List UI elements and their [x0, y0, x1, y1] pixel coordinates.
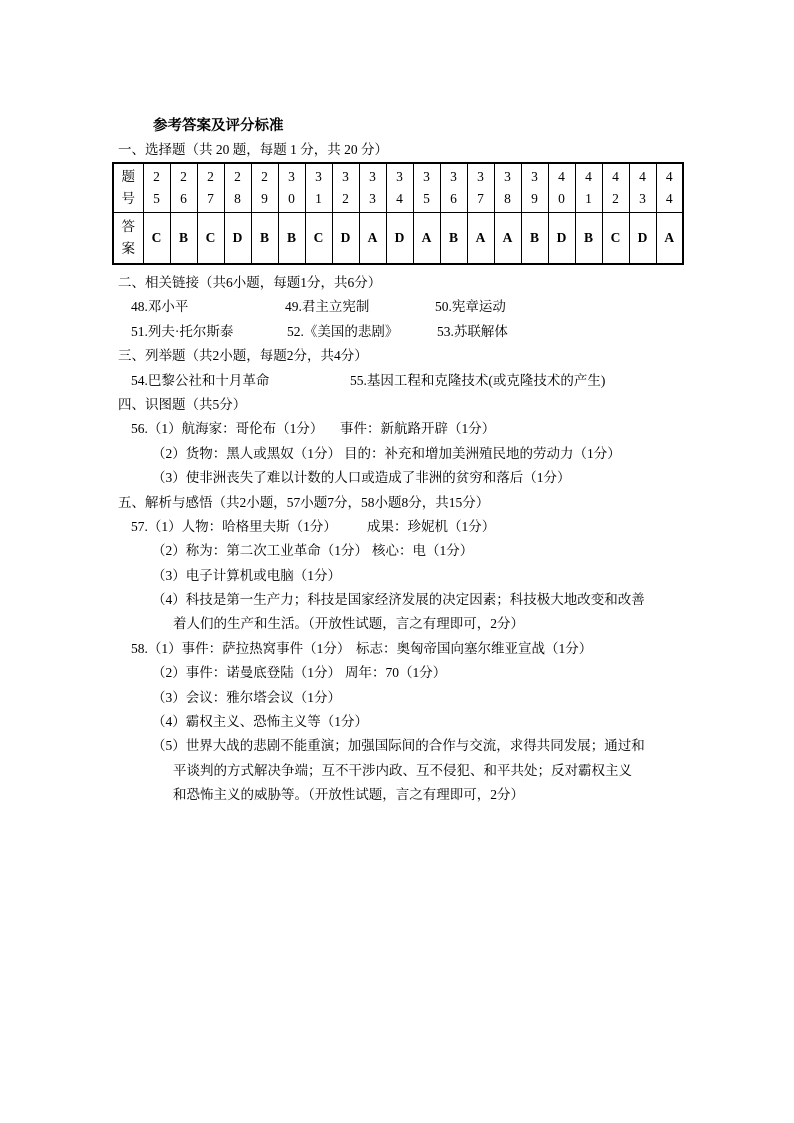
answer-cell: D	[332, 213, 359, 265]
answer-cell: B	[170, 213, 197, 265]
item-50: 50.宪章运动	[435, 299, 506, 315]
q58-line-5	[0, 734, 794, 758]
q57-part-1: 57.（1）人物：哈格里夫斯（1分）	[131, 518, 337, 534]
q58-part-5-cont-2: 和恐怖主义的威胁等。（开放性试题，言之有理即可，2分）	[173, 787, 524, 803]
q57-line-1	[0, 515, 794, 539]
section-3-row	[0, 369, 794, 393]
answer-cell: D	[629, 213, 656, 265]
q56-part-2b: 目的：补充和增加美洲殖民地的劳动力（1分）	[344, 445, 621, 461]
answer-cell: C	[143, 213, 170, 265]
item-48: 48.邓小平	[131, 299, 189, 315]
page-title: 参考答案及评分标准	[153, 118, 284, 134]
answer-cell: C	[197, 213, 224, 265]
question-number-row	[113, 163, 683, 213]
item-52: 52.《美国的悲剧》	[287, 323, 399, 339]
q57-part-3: （3）电子计算机或电脑（1分）	[152, 567, 341, 583]
q58-line-2	[0, 661, 794, 685]
answer-row	[113, 213, 683, 265]
answer-cell: D	[548, 213, 575, 265]
question-number-cell: 37	[467, 163, 494, 213]
question-number-cell: 34	[386, 163, 413, 213]
section-4-heading: 四、识图题（共5分）	[118, 396, 247, 412]
q58-line-1	[0, 637, 794, 661]
q58-line-4	[0, 710, 794, 734]
answer-cell: A	[656, 213, 683, 265]
question-number-cell: 29	[251, 163, 278, 213]
question-number-cell: 43	[629, 163, 656, 213]
answer-cell: B	[251, 213, 278, 265]
answer-cell: B	[440, 213, 467, 265]
answer-row-label: 答案	[121, 219, 135, 256]
answer-cell: B	[575, 213, 602, 265]
q58-line-3	[0, 686, 794, 710]
answer-cell: C	[602, 213, 629, 265]
question-number-cell: 32	[332, 163, 359, 213]
answer-table	[112, 162, 684, 265]
q57-part-4: （4）科技是第一生产力；科技是国家经济发展的决定因素；科技极大地改变和改善	[152, 592, 645, 608]
answer-cell: A	[359, 213, 386, 265]
question-number-cell: 26	[170, 163, 197, 213]
question-number-cell: 31	[305, 163, 332, 213]
question-number-cell: 36	[440, 163, 467, 213]
q56-line-3	[0, 466, 794, 490]
q58-part-2b: 周年：70（1分）	[345, 665, 447, 681]
answer-cell: C	[305, 213, 332, 265]
item-54: 54.巴黎公社和十月革命	[131, 372, 270, 388]
answer-cell: A	[413, 213, 440, 265]
section-3-heading-line	[0, 344, 794, 368]
q56-line-2	[0, 442, 794, 466]
question-row-header	[113, 163, 143, 213]
question-number-cell: 40	[548, 163, 575, 213]
q57-line-2	[0, 539, 794, 563]
q58-part-3: （3）会议：雅尔塔会议（1分）	[152, 689, 341, 705]
question-number-cell: 38	[494, 163, 521, 213]
q58-part-1: 58.（1）事件：萨拉热窝事件（1分）	[131, 640, 351, 656]
section-4-heading-line	[0, 393, 794, 417]
q58-line-5-cont-1	[0, 759, 794, 783]
question-number-cell: 28	[224, 163, 251, 213]
answer-cell: D	[224, 213, 251, 265]
q57-line-4-cont	[0, 612, 794, 636]
q56-line-1	[0, 417, 794, 441]
answer-body	[0, 271, 794, 808]
question-number-cell: 35	[413, 163, 440, 213]
q57-part-2: （2）称为：第二次工业革命（1分）	[152, 543, 368, 559]
q58-part-2: （2）事件：诺曼底登陆（1分）	[152, 665, 341, 681]
q56-part-3: （3）使非洲丧失了难以计数的人口或造成了非洲的贫穷和落后（1分）	[152, 470, 571, 486]
answer-cell: A	[494, 213, 521, 265]
q58-line-5-cont-2	[0, 783, 794, 807]
section-2-row-1	[0, 295, 794, 319]
item-55: 55.基因工程和克隆技术(或克隆技术的产生)	[350, 372, 606, 388]
answer-cell: D	[386, 213, 413, 265]
q57-part-4-cont: 着人们的生产和生活。（开放性试题，言之有理即可，2分）	[173, 616, 524, 632]
section-3-heading: 三、列举题（共2小题，每题2分，共4分）	[118, 348, 368, 364]
answer-cell: A	[467, 213, 494, 265]
section-1-heading: 一、选择题（共 20 题，每题 1 分，共 20 分）	[118, 142, 388, 157]
q58-part-1b: 标志：奥匈帝国向塞尔维亚宣战（1分）	[356, 640, 593, 656]
q58-part-5-cont-1: 平谈判的方式解决争端；互不干涉内政、互不侵犯、和平共处；反对霸权主义	[173, 762, 632, 778]
answer-row-header	[113, 213, 143, 265]
question-number-cell: 44	[656, 163, 683, 213]
section-2-row-2	[0, 320, 794, 344]
question-number-cell: 30	[278, 163, 305, 213]
section-2-heading-line	[0, 271, 794, 295]
q57-part-1b: 成果：珍妮机（1分）	[367, 518, 496, 534]
answer-cell: B	[278, 213, 305, 265]
q56-part-1: 56.（1）航海家：哥伦布（1分）	[131, 421, 324, 437]
question-row-label: 题号	[121, 169, 135, 206]
section-5-heading: 五、解析与感悟（共2小题，57小题7分，58小题8分，共15分）	[118, 494, 490, 510]
section-2-heading: 二、相关链接（共6小题，每题1分，共6分）	[118, 275, 382, 290]
question-number-cell: 41	[575, 163, 602, 213]
q58-part-4: （4）霸权主义、恐怖主义等（1分）	[152, 714, 368, 730]
item-53: 53.苏联解体	[437, 323, 508, 339]
q57-line-4	[0, 588, 794, 612]
item-51: 51.列夫·托尔斯泰	[131, 323, 234, 339]
question-number-cell: 27	[197, 163, 224, 213]
q56-part-1b: 事件：新航路开辟（1分）	[340, 421, 496, 437]
question-number-cell: 33	[359, 163, 386, 213]
section-5-heading-line	[0, 491, 794, 515]
answer-cell: B	[521, 213, 548, 265]
question-number-cell: 42	[602, 163, 629, 213]
q57-line-3	[0, 564, 794, 588]
q56-part-2: （2）货物：黑人或黑奴（1分）	[152, 445, 341, 461]
item-49: 49.君主立宪制	[285, 299, 370, 315]
question-number-cell: 25	[143, 163, 170, 213]
question-number-cell: 39	[521, 163, 548, 213]
q58-part-5: （5）世界大战的悲剧不能重演；加强国际间的合作与交流，求得共同发展；通过和	[152, 738, 645, 754]
q57-part-2b: 核心：电（1分）	[372, 543, 474, 559]
